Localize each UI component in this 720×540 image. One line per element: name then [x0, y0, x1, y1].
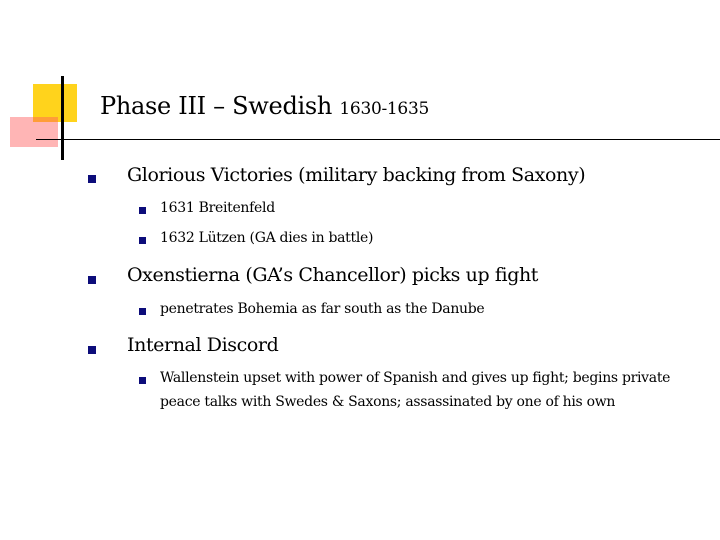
- title-years: 1630-1635: [339, 99, 429, 119]
- bullet-text: Glorious Victories (military backing from Saxony): [127, 164, 586, 186]
- slide-title: [100, 92, 429, 120]
- bullet-icon: [88, 276, 96, 284]
- decorative-vertical-line: [61, 76, 64, 160]
- sub-bullet-text: Wallenstein upset with power of Spanish and gives up fight; begins private peace talks with Swedes & Saxons; assassinated by one of his own: [160, 370, 671, 410]
- bullet-text: Oxenstierna (GA’s Chancellor) picks up fight: [127, 264, 539, 286]
- sub-bullet-text: 1631 Breitenfeld: [160, 200, 275, 216]
- bullet-text: Internal Discord: [127, 334, 279, 356]
- bullet-icon: [88, 175, 96, 183]
- sub-bullet-icon: [139, 377, 146, 384]
- bullet-icon: [88, 346, 96, 354]
- sub-bullet-icon: [139, 207, 146, 214]
- sub-bullet-text: penetrates Bohemia as far south as the Danube: [160, 301, 485, 317]
- title-underline: [36, 139, 720, 140]
- decorative-red-square: [10, 117, 58, 147]
- sub-bullet-icon: [139, 237, 146, 244]
- sub-bullet-text: 1632 Lützen (GA dies in battle): [160, 230, 374, 246]
- sub-bullet-icon: [139, 308, 146, 315]
- title-main: Phase III – Swedish: [100, 92, 340, 120]
